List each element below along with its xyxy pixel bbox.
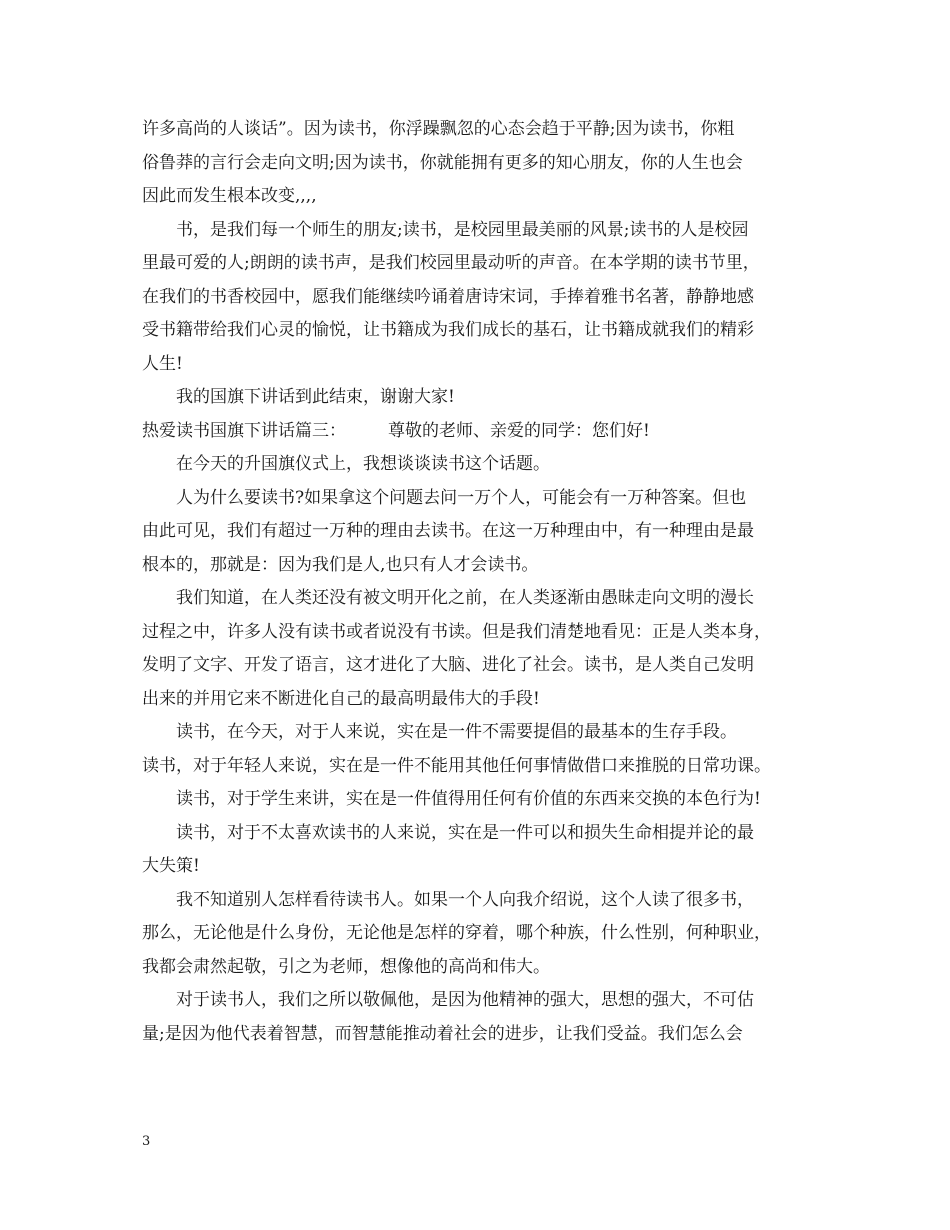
text-line: 发明了文字、开发了语言，这才进化了大脑、进化了社会。读书，是人类自己发明	[142, 655, 754, 675]
greeting: 尊敬的老师、亲爱的同学：您们好!	[388, 420, 650, 441]
paragraph-start-line: 读书，对于不太喜欢读书的人来说，实在是一件可以和损失生命相提并论的最	[176, 822, 754, 843]
paragraph-start-line: 我的国旗下讲话到此结束，谢谢大家!	[176, 387, 455, 407]
text-line: 人生!	[142, 353, 183, 374]
text-line: 受书籍带给我们心灵的愉悦，让书籍成为我们成长的基石，让书籍成就我们的精彩	[142, 320, 754, 340]
text-line: 量;是因为他代表着智慧，而智慧能推动着社会的进步，让我们受益。我们怎么会	[142, 1023, 743, 1044]
paragraph-start-line: 人为什么要读书?如果拿这个问题去问一万个人，可能会有一万种答案。但也	[176, 487, 747, 508]
text-line: 里最可爱的人;朗朗的读书声，是我们校园里最动听的声音。在本学期的读书节里，	[142, 253, 760, 273]
text-line: 许多高尚的人谈话”。因为读书，你浮躁飘忽的心态会趋于平静;因为读书，你粗	[142, 119, 735, 139]
section-heading-line	[142, 415, 810, 449]
text-line: 俗鲁莽的言行会走向文明;因为读书，你就能拥有更多的知心朋友，你的人生也会	[142, 152, 743, 173]
paragraph-start-line: 在今天的升国旗仪式上，我想谈谈读书这个话题。	[176, 454, 550, 474]
paragraph-start-line: 书，是我们每一个师生的朋友;读书，是校园里最美丽的风景;读书的人是校园	[176, 219, 749, 240]
text-line: 因此而发生根本改变,,,,	[142, 186, 317, 206]
paragraph-start-line: 我们知道，在人类还没有被文明开化之前，在人类逐渐由愚昧走向文明的漫长	[176, 588, 754, 608]
text-line: 读书，对于年轻人来说，实在是一件不能用其他任何事情做借口来推脱的日常功课。	[142, 755, 771, 776]
section-heading: 热爱读书国旗下讲话篇三：	[142, 420, 346, 441]
paragraph-start-line: 对于读书人，我们之所以敬佩他，是因为他精神的强大，思想的强大，不可估	[176, 990, 754, 1010]
paragraph-start-line: 读书，在今天，对于人来说，实在是一件不需要提倡的最基本的生存手段。	[176, 722, 737, 742]
text-line: 我都会肃然起敬，引之为老师，想像他的高尚和伟大。	[142, 956, 550, 977]
text-line: 在我们的书香校园中，愿我们能继续吟诵着唐诗宋词，手捧着雅书名著，静静地感	[142, 286, 754, 307]
text-line: 大失策!	[142, 856, 200, 876]
paragraph-start-line: 读书，对于学生来讲，实在是一件值得用任何有价值的东西来交换的本色行为!	[176, 789, 761, 809]
text-line: 出来的并用它来不断进化自己的最高明最伟大的手段!	[142, 688, 540, 709]
text-line: 过程之中，许多人没有读书或者说没有书读。但是我们清楚地看见：正是人类本身，	[142, 621, 771, 642]
document-body	[142, 113, 810, 1051]
paragraph-start-line: 我不知道别人怎样看待读书人。如果一个人向我介绍说，这个人读了很多书，	[176, 889, 754, 910]
page-number: 3	[142, 1134, 151, 1149]
text-line: 根本的，那就是：因为我们是人,也只有人才会读书。	[142, 554, 539, 575]
text-line: 由此可见，我们有超过一万种的理由去读书。在这一万种理由中，有一种理由是最	[142, 521, 754, 541]
text-line: 那么，无论他是什么身份，无论他是怎样的穿着，哪个种族，什么性别，何种职业，	[142, 923, 771, 943]
